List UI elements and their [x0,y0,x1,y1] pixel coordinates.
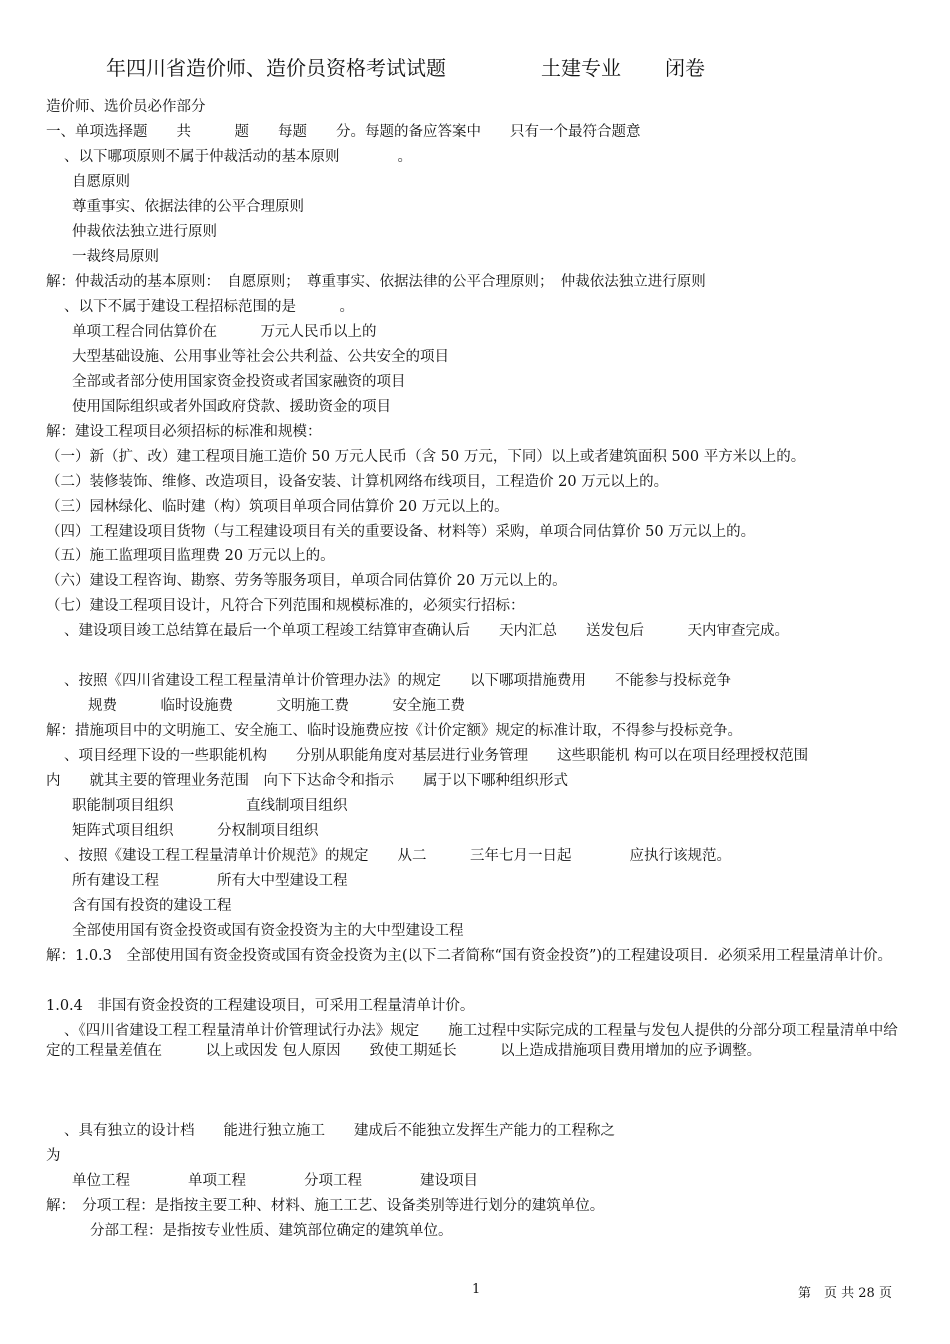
question-3: 、建设项目竣工总结算在最后一个单项工程竣工结算审查确认后 天内汇总 送发包后 天内审查完成。 [64,623,789,639]
section-heading: 一、单项选择题 共 题 每题 分。每题的备应答案中 只有一个最符合题意 [46,124,641,140]
section-subtitle: 造价师、选价员必作部分 [46,99,206,115]
answer-item-7: （七）建设工程项目设计，凡符合下列范围和规模标准的，必须实行招标： [46,598,525,614]
question-7: 、《四川省建设工程工程量清单计价管理试行办法》规定 施工过程中实际完成的工程量与发包人提供的分部分项工程量清单中给定的工程量差值在 以上或因发 包人原因 致使工期延长 以上造成措施项目费用增加的应予调整。 [46,1023,898,1059]
answer-item-4: （四）工程建设项目货物（与工程建设项目有关的重要设备、材料等）采购，单项合同估算价 50 万元以上的。 [46,524,756,540]
question-6-answer-note: 1.0.4 非国有资金投资的工程建设项目，可采用工程量清单计价。 [46,998,475,1014]
title-exam-type: 闭卷 [665,56,705,80]
answer-item-3: （三）园林绿化、临时建（构）筑项目单项合同估算价 20 万元以上的。 [46,499,509,515]
question-2-option-c: 全部或者部分使用国家资金投资或者国家融资的项目 [72,374,406,390]
page-count: 第 页 共 28 页 [798,1286,892,1301]
question-1-answer: 解：仲裁活动的基本原则： 自愿原则； 尊重事实、依据法律的公平合理原则； 仲裁依法独立进行原则 [46,274,706,290]
question-6: 、按照《建设工程工程量清单计价规范》的规定 从二 三年七月一日起 应执行该规范。 [64,848,731,864]
question-8: 、具有独立的设计档 能进行独立施工 建成后不能独立发挥生产能力的工程称之 [64,1123,615,1139]
question-1-option-c: 仲裁依法独立进行原则 [72,224,217,240]
answer-item-6: （六）建设工程咨询、勘察、劳务等服务项目，单项合同估算价 20 万元以上的。 [46,573,567,589]
question-5-options-row-1: 职能制项目组织 直线制项目组织 [72,798,348,814]
question-1-option-a: 自愿原则 [72,174,130,190]
question-2: 、以下不属于建设工程招标范围的是 。 [64,299,354,315]
question-4-options: 规费 临时设施费 文明施工费 安全施工费 [88,698,465,714]
document-title [0,52,950,82]
question-5-options-row-2: 矩阵式项目组织 分权制项目组织 [72,823,319,839]
page-number: 1 [472,1282,481,1297]
question-6-options-row-1: 所有建设工程 所有大中型建设工程 [72,873,348,889]
question-1: 、以下哪项原则不属于仲裁活动的基本原则 。 [64,149,412,165]
title-main: 年四川省造价师、造价员资格考试试题 [106,56,446,80]
question-2-option-a: 单项工程合同估算价在 万元人民币以上的 [72,324,377,340]
answer-item-1: （一）新（扩、改）建工程项目施工造价 50 万元人民币（含 50 万元，下同）以上或者建筑面积 500 平方米以上的。 [46,449,806,465]
title-major: 土建专业 [541,56,621,80]
answer-item-5: （五）施工监理项目监理费 20 万元以上的。 [46,548,335,564]
question-8-continued: 为 [46,1148,61,1164]
question-6-option-c: 含有国有投资的建设工程 [72,898,232,914]
question-1-option-d: 一裁终局原则 [72,249,159,265]
question-6-answer: 解：1.0.3 全部使用国有资金投资或国有资金投资为主(以下二者简称“国有资金投资”)的工程建设项目．必须采用工程量清单计价。 [46,948,893,964]
question-2-option-b: 大型基础设施、公用事业等社会公共利益、公共安全的项目 [72,349,449,365]
answer-item-2: （二）装修装饰、维修、改造项目，设备安装、计算机网络布线项目，工程造价 20 万元以上的。 [46,474,669,490]
question-8-options: 单位工程 单项工程 分项工程 建设项目 [72,1173,478,1189]
question-4-answer: 解：措施项目中的文明施工、安全施工、临时设施费应按《计价定额》规定的标准计取，不得参与投标竞争。 [46,723,742,739]
question-2-option-d: 使用国际组织或者外国政府贷款、援助资金的项目 [72,399,391,415]
question-5-continued: 内 就其主要的管理业务范围 向下下达命令和指示 属于以下哪种组织形式 [46,773,568,789]
question-8-answer-note: 分部工程：是指按专业性质、建筑部位确定的建筑单位。 [90,1223,453,1239]
question-1-option-b: 尊重事实、依据法律的公平合理原则 [72,199,304,215]
question-8-answer: 解： 分项工程：是指按主要工种、材料、施工工艺、设备类别等进行划分的建筑单位。 [46,1198,605,1214]
question-2-answer: 解：建设工程项目必须招标的标准和规模： [46,424,322,440]
question-4: 、按照《四川省建设工程工程量清单计价管理办法》的规定 以下哪项措施费用 不能参与投标竞争 [64,673,731,689]
question-6-option-d: 全部使用国有资金投资或国有资金投资为主的大中型建设工程 [72,923,464,939]
question-5: 、项目经理下设的一些职能机构 分别从职能角度对基层进行业务管理 这些职能机 构可以在项目经理授权范围 [64,748,809,764]
